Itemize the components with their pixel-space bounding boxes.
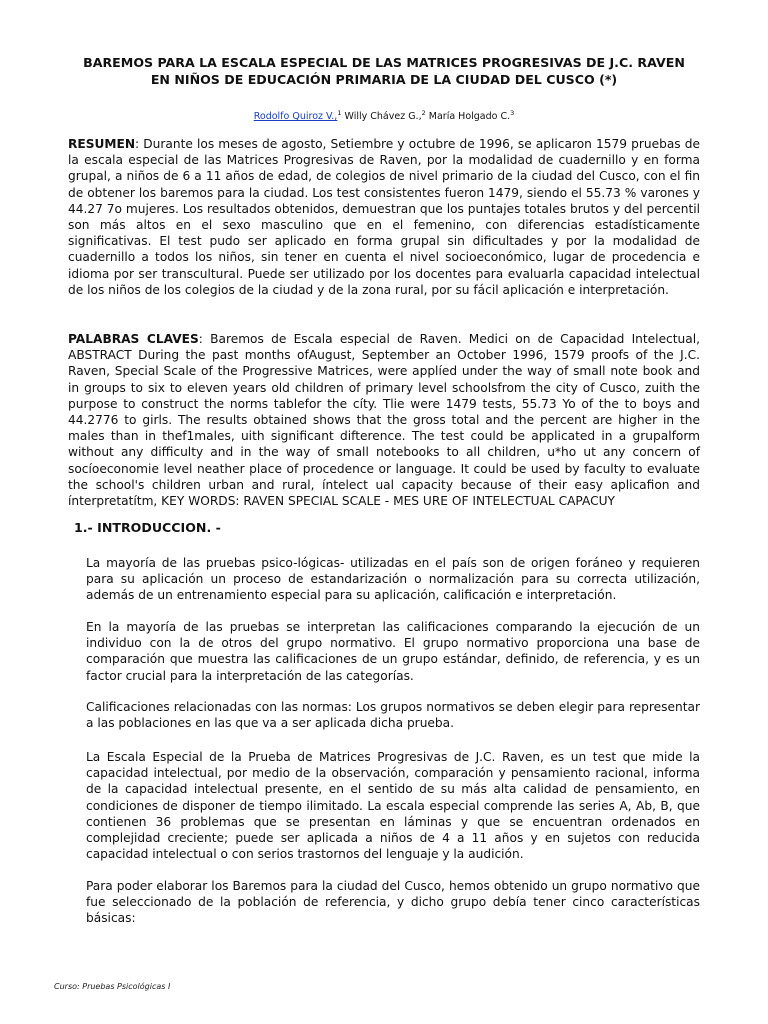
- palabras-claves-text: : Baremos de Escala especial de Raven. Medici on de Capacidad Intelectual, ABSTRACT During the past months ofAugust, September an October 1996, 1579 proofs of the J.C. Raven, Special Scale of the Progressive Matrices, were applíed under the way of small note book and in groups to six to eleven years old children of primary level schoolsfrom the city of Cusco, zuith the purpose to construct the norms tablefor the cíty. Tlie were 1479 tests, 55.73 Yo of the to boys and 44.2776 to girls. The results obtained shows that the gross total and the percent are higher in the males than in thef1males, uith significant difterence. The test could be applicated in a grupalform without any difficulty and in the way of small notebooks to all children, u*ho ut any concern of socíoeconomie level neather place of procedence or language. It could be used by faculty to evaluate the school's children urban and rural, íntelect ual capacity because of their easy aplicafion and ínterpretatítm, KEY WORDS: RAVEN SPECIAL SCALE - MES URE OF INTELECTUAL CAPACUY: [68, 332, 700, 509]
- page-footer: Curso: Pruebas Psicológicas I: [54, 982, 171, 991]
- intro-paragraph-1: La mayoría de las pruebas psico-lógicas- utilizadas en el país son de origen foráneo y requieren para su aplicación un proceso de estandarización o normalización para su correcta utilización, además de un entrenamiento especial para su aplicación, calificación e interpretación.: [86, 556, 700, 603]
- author-2: Willy Chávez G.,: [341, 111, 422, 123]
- intro-paragraph-2: En la mayoría de las pruebas se interpretan las calificaciones comparando la ejecución de un individuo con la de otros del grupo normativo. El grupo normativo proporciona una base de comparación que muestra las calificaciones de un grupo estándar, definido, de referencia, y es un factor crucial para la interpretación de las categorías.: [86, 620, 700, 683]
- author-1-footnote-mark: 1: [337, 109, 342, 117]
- intro-paragraph-3: Calificaciones relacionadas con las normas: Los grupos normativos se deben elegir para representar a las poblaciones en las que va a ser aplicada dicha prueba.: [86, 700, 700, 731]
- resumen-text: : Durante los meses de agosto, Setiembre y octubre de 1996, se aplicaron 1579 pruebas de la escala especial de las Matrices Progresivas de Raven, por la modalidad de cuadernillo y en forma grupal, a niños de 6 a 11 años de edad, de colegios de nivel primario de la ciudad del Cusco, con el fin de obtener los baremos para la ciudad. Los test consistentes fueron 1479, siendo el 55.73 % varones y 44.27 7o mujeres. Los resultados obtenidos, demuestran que los puntajes totales brutos y del percentil son más altos en el sexo masculino que en el femenino, con diferencias estadísticamente significativas. El test pudo ser aplicado en forma grupal sin dificultades y por la modalidad de cuadernillo a todos los niños, sin tener en cuenta el nivel socioeconómico, lugar de procedencia e idioma por ser transcultural. Puede ser utilizado por los docentes para evaluarla capacidad intelectual de los niños de los colegios de la ciudad y de la zona rural, por su fácil aplicación e interpretación.: [68, 137, 700, 297]
- title-line-2: EN NIÑOS DE EDUCACIÓN PRIMARIA DE LA CIUDAD DEL CUSCO (*): [150, 72, 618, 87]
- author-list: [60, 106, 708, 124]
- author-2-footnote-mark: 2: [421, 109, 426, 117]
- author-link-rodolfo-quiroz[interactable]: Rodolfo Quiroz V.,: [253, 111, 338, 123]
- author-3-footnote-mark: 3: [510, 109, 515, 117]
- title-line-1: BAREMOS PARA LA ESCALA ESPECIAL DE LAS MATRICES PROGRESIVAS DE J.C. RAVEN: [83, 55, 685, 70]
- author-3: María Holgado C.: [425, 111, 511, 123]
- intro-paragraph-4: La Escala Especial de la Prueba de Matrices Progresivas de J.C. Raven, es un test que mide la capacidad intelectual, por medio de la observación, comparación y pensamiento racional, informa de la capacidad intelectual presente, en el sentido de su más alta calidad de pensamiento, en condiciones de disponer de tiempo ilimitado. La escala especial comprende las series A, Ab, B, que contienen 36 problemas que se presentan en láminas y que se encuentran ordenados en complejidad creciente; puede ser aplicada a niños de 4 a 11 años y en sujetos con reducida capacidad intelectual o con serios trastornos del lenguaje y la audición.: [86, 750, 700, 862]
- document-title: [60, 54, 708, 88]
- section-heading-introduccion: 1.- INTRODUCCION. -: [74, 520, 221, 535]
- resumen-label: RESUMEN: [68, 137, 136, 151]
- intro-paragraph-5: Para poder elaborar los Baremos para la ciudad del Cusco, hemos obtenido un grupo normativo que fue seleccionado de la población de referencia, y dicho grupo debía tener cinco características básicas:: [86, 879, 700, 926]
- palabras-claves-label: PALABRAS CLAVES: [68, 332, 199, 346]
- resumen-paragraph: [68, 136, 700, 298]
- palabras-claves-paragraph: [68, 331, 700, 509]
